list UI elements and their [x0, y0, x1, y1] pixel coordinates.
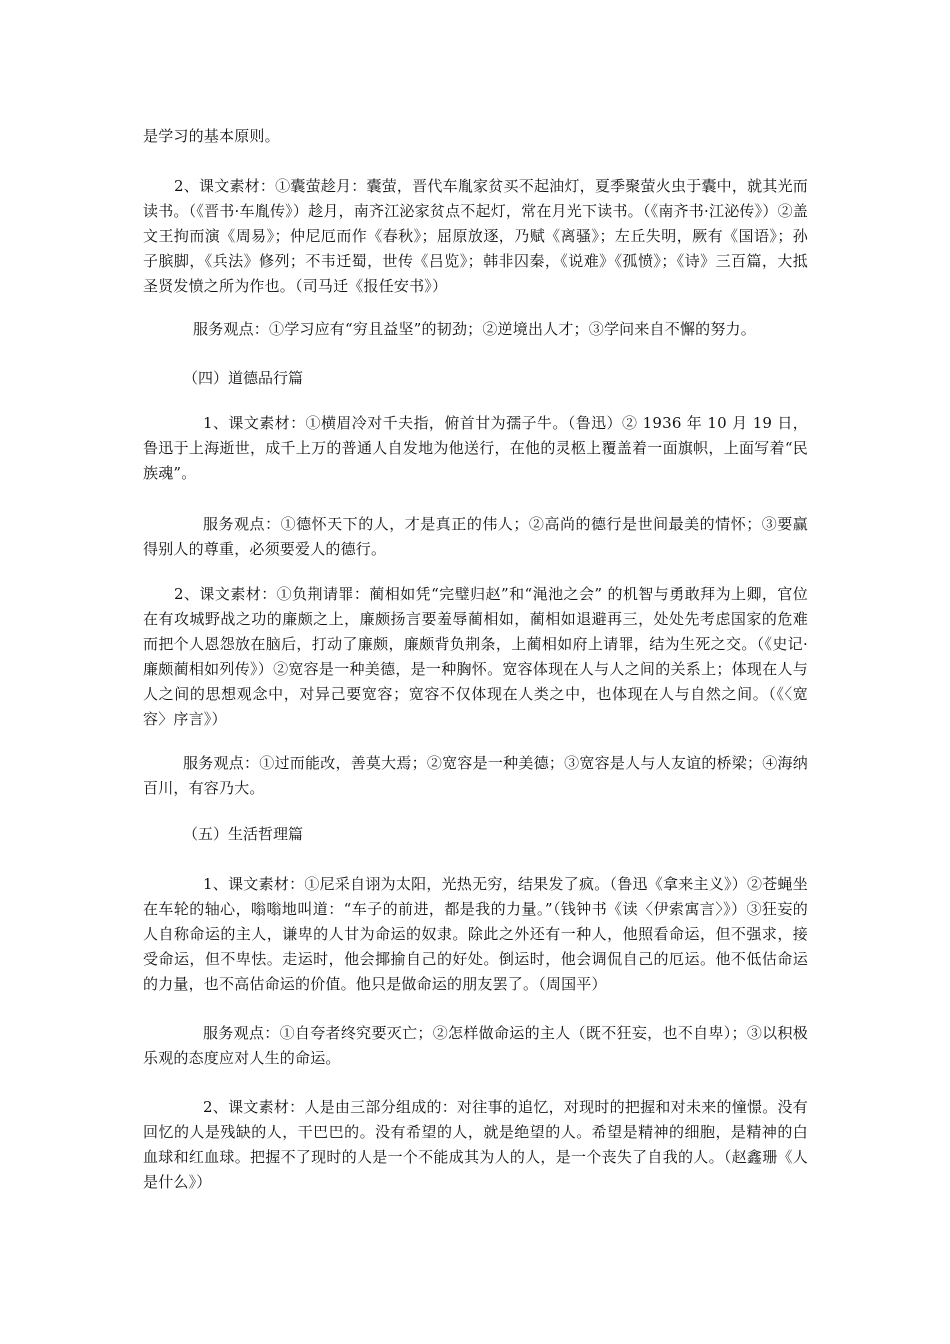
paragraph-service-view-morality-2: 服务观点：①过而能改，善莫大焉；②宽容是一种美德；③宽容是人与人友谊的桥梁；④海纳百川，有容乃大。: [143, 754, 808, 797]
paragraph-service-view-morality-1: 服务观点：①德怀天下的人，才是真正的伟人；②高尚的德行是世间最美的情怀；③要赢得别人的尊重，必须要爱人的德行。: [143, 515, 808, 558]
paragraph-intro-end: 是学习的基本原则。: [143, 127, 280, 145]
paragraph-philosophy-material-1: 1、课文素材：①尼采自诩为太阳，光热无穷，结果发了疯。（鲁迅《拿来主义》）②苍蝇坐在车轮的轴心，嗡嗡地叫道：“车子的前进，都是我的力量。”（钱钟书《读〈伊索寓言〉》）③狂妄的人自称命运的主人，谦卑的人甘为命运的奴隶。除此之外还有一种人，他照看命运，但不强求，接受命运，但不卑怯。走运时，他会揶揄自己的好处。倒运时，他会调侃自己的厄运。他不低估命运的力量，也不高估命运的价值。他只是做命运的朋友罢了。（周国平）: [143, 875, 808, 993]
paragraph-philosophy-material-2: 2、课文素材：人是由三部分组成的：对往事的追忆，对现时的把握和对未来的憧憬。没有回忆的人是残缺的人，干巴巴的。没有希望的人，就是绝望的人。希望是精神的细胞，是精神的白血球和红血球。把握不了现时的人是一个不能成其为人的人，是一个丧失了自我的人。（赵鑫珊《人是什么》）: [143, 1098, 808, 1191]
paragraph-service-view-learning: 服务观点：①学习应有“穷且益坚”的韧劲；②逆境出人才；③学问来自不懈的努力。: [193, 320, 756, 338]
paragraph-morality-material-1: 1、课文素材：①横眉冷对千夫指，俯首甘为孺子牛。（鲁迅）② 1936 年 10 月 19 日，鲁迅于上海逝世，成千上万的普通人自发地为他送行，在他的灵柩上覆盖着一面旗帜，上面写着“民族魂”。: [143, 414, 808, 482]
paragraph-learning-material-2: 2、课文素材：①囊萤趁月：囊萤，晋代车胤家贫买不起油灯，夏季聚萤火虫于囊中，就其光而读书。（《晋书·车胤传》）趁月，南齐江泌家贫点不起灯，常在月光下读书。（《南齐书·江泌传》）②盖文王拘而演《周易》；仲尼厄而作《春秋》；屈原放逐，乃赋《离骚》；左丘失明，厥有《国语》；孙子膑脚，《兵法》修列；不韦迁蜀，世传《吕览》；韩非囚秦，《说难》《孤愤》；《诗》三百篇，大抵圣贤发愤之所为作也。（司马迁《报任安书》）: [143, 177, 808, 295]
paragraph-service-view-philosophy-1: 服务观点：①自夸者终究要灭亡；②怎样做命运的主人（既不狂妄，也不自卑）；③以积极乐观的态度应对人生的命运。: [143, 1024, 808, 1067]
section-heading-morality: （四）道德品行篇: [183, 369, 304, 387]
section-heading-philosophy: （五）生活哲理篇: [183, 825, 304, 843]
paragraph-morality-material-2: 2、课文素材：①负荆请罪：蔺相如凭“完璧归赵”和“渑池之会” 的机智与勇敢拜为上卿，官位在有攻城野战之功的廉颇之上，廉颇扬言要羞辱蔺相如，蔺相如退避再三，处处先考虑国家的危难而把个人恩怨放在脑后，打动了廉颇，廉颇背负荆条，上蔺相如府上请罪，结为生死之交。（《史记·廉颇蔺相如列传》）②宽容是一种美德，是一种胸怀。宽容体现在人与人之间的关系上；体现在人与人之间的思想观念中，对异己要宽容；宽容不仅体现在人类之中，也体现在人与自然之间。（《〈宽容〉序言》）: [143, 585, 808, 728]
